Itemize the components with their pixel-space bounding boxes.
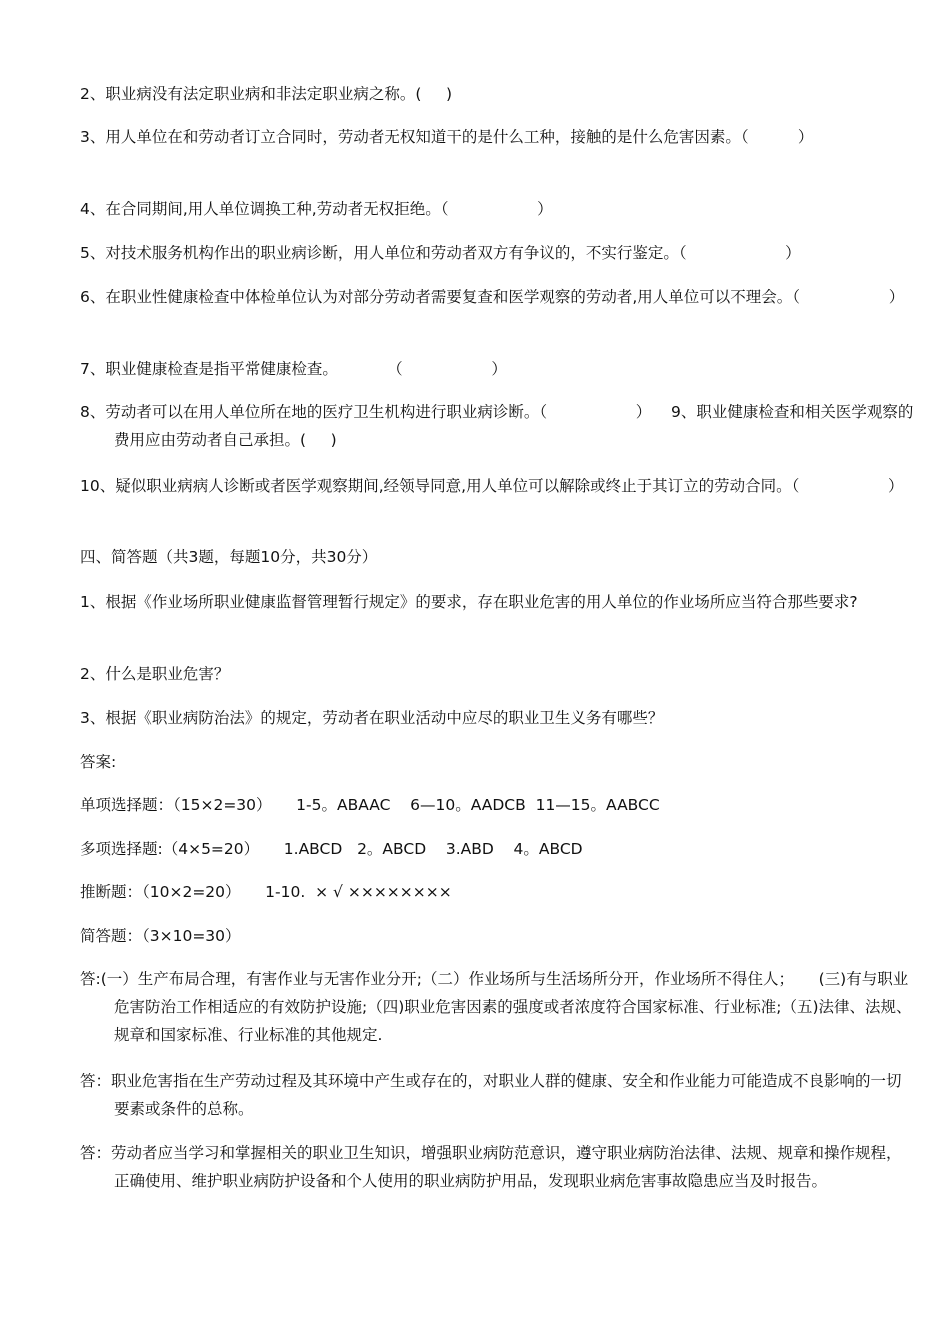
judgement-question-7: 7、职业健康检查是指平常健康检查。 （ ）	[80, 360, 507, 378]
answers-label: 答案:	[80, 753, 117, 771]
judgement-question-2: 2、职业病没有法定职业病和非法定职业病之称。( )	[80, 85, 453, 103]
short-answer-3: 答：劳动者应当学习和掌握相关的职业卫生知识，增强职业病防范意识，遵守职业病防治法律、法规、规章和操作规程，正确使用、维护职业病防护设备和个人使用的职业病防护用品，发现职业病危害事故隐患应当及时报告。	[80, 1144, 902, 1190]
judgement-question-4: 4、在合同期间,用人单位调换工种,劳动者无权拒绝。（ ）	[80, 200, 553, 218]
judgement-question-8-9: 8、劳动者可以在用人单位所在地的医疗卫生机构进行职业病诊断。（ ） 9、职业健康检查和相关医学观察的费用应由劳动者自己承担。( )	[80, 403, 914, 449]
short-question-2: 2、什么是职业危害？	[80, 665, 230, 683]
short-question-1: 1、根据《作业场所职业健康监督管理暂行规定》的要求，存在职业危害的用人单位的作业场所应当符合那些要求?	[80, 593, 858, 611]
answers-judgement: 推断题：（10×2=20） 1-10. × √ ××××××××	[80, 883, 452, 901]
section-four-title: 四、简答题（共3题，每题10分，共30分）	[80, 548, 378, 566]
judgement-question-3: 3、用人单位在和劳动者订立合同时，劳动者无权知道干的是什么工种，接触的是什么危害因素。（ ）	[80, 128, 814, 146]
short-answer-2: 答：职业危害指在生产劳动过程及其环境中产生或存在的，对职业人群的健康、安全和作业能力可能造成不良影响的一切要素或条件的总称。	[80, 1072, 902, 1118]
judgement-question-10: 10、疑似职业病病人诊断或者医学观察期间,经领导同意,用人单位可以解除或终止于其订立的劳动合同。（ ）	[80, 477, 904, 495]
answers-single-choice: 单项选择题：（15×2=30） 1-5。ABAAC 6—10。AADCB 11—15。AABCC	[80, 796, 660, 814]
judgement-question-5: 5、对技术服务机构作出的职业病诊断，用人单位和劳动者双方有争议的，不实行鉴定。（ ）	[80, 244, 801, 262]
short-answer-1: 答:(一）生产布局合理，有害作业与无害作业分开;（二）作业场所与生活场所分开，作业场所不得住人； (三)有与职业危害防治工作相适应的有效防护设施;（四)职业危害因素的强度或者浓度符合国家标准、行业标准;（五)法律、法规、规章和国家标准、行业标准的其他规定.	[80, 970, 912, 1044]
answers-multiple-choice: 多项选择题:（4×5=20） 1.ABCD 2。ABCD 3.ABD 4。ABCD	[80, 840, 583, 858]
answers-short-answer-heading: 简答题：（3×10=30）	[80, 927, 241, 945]
short-question-3: 3、根据《职业病防治法》的规定，劳动者在职业活动中应尽的职业卫生义务有哪些？	[80, 709, 664, 727]
judgement-question-6: 6、在职业性健康检查中体检单位认为对部分劳动者需要复查和医学观察的劳动者,用人单位可以不理会。（ ）	[80, 288, 905, 306]
